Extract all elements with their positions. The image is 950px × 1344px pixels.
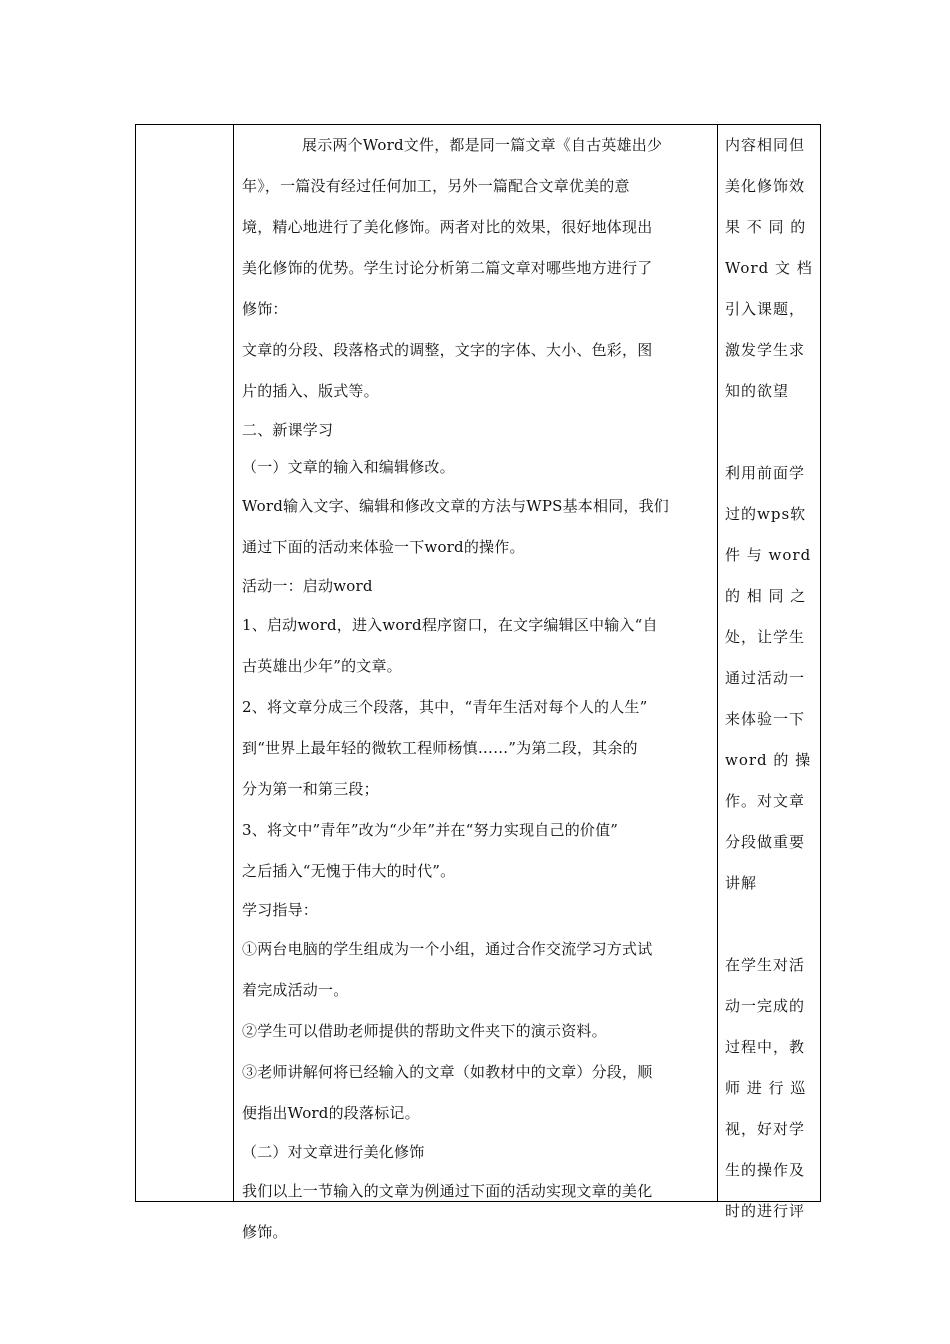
column-divider bbox=[717, 125, 718, 1201]
column-divider bbox=[233, 125, 234, 1201]
subsection-heading: （一）文章的输入和编辑修改。 bbox=[242, 458, 455, 476]
text-line: 古英雄出少年”的文章。 bbox=[242, 657, 402, 675]
side-line: 视，好对学 bbox=[725, 1120, 806, 1138]
side-line: 来体验一下 bbox=[725, 710, 806, 728]
side-line: 知的欲望 bbox=[725, 382, 790, 400]
activity-heading: 活动一：启动word bbox=[242, 577, 373, 595]
text-line: 2、将文章分成三个段落，其中，“青年生活对每个人的人生” bbox=[242, 698, 648, 716]
text-line: 修饰： bbox=[242, 300, 288, 318]
side-line: 激发学生求 bbox=[725, 341, 806, 359]
text-line: 到“世界上最年轻的微软工程师杨慎……”为第二段，其余的 bbox=[242, 739, 638, 757]
text-line: 着完成活动一。 bbox=[242, 981, 349, 999]
side-line: 在学生对活 bbox=[725, 956, 806, 974]
text-line: 文章的分段、段落格式的调整，文字的字体、大小、色彩，图 bbox=[242, 341, 653, 359]
text-line: 展示两个Word文件，都是同一篇文章《自古英雄出少 bbox=[302, 136, 663, 154]
text-line: 美化修饰的优势。学生讨论分析第二篇文章对哪些地方进行了 bbox=[242, 259, 653, 277]
text-line: 3、将文中”青年”改为“少年”并在“努力实现自己的价值” bbox=[242, 821, 619, 839]
spacer-line bbox=[725, 412, 815, 453]
text-line: 我们以上一节输入的文章为例通过下面的活动实现文章的美化 bbox=[242, 1182, 653, 1200]
text-line: ③老师讲解何将已经输入的文章（如教材中的文章）分段，顺 bbox=[242, 1063, 653, 1081]
text-line: 修饰。 bbox=[242, 1223, 288, 1241]
spacer-line bbox=[725, 904, 815, 945]
design-intent-cell bbox=[725, 125, 815, 1232]
text-line: 片的插入、版式等。 bbox=[242, 382, 379, 400]
text-line: ②学生可以借助老师提供的帮助文件夹下的演示资料。 bbox=[242, 1022, 607, 1040]
side-line: 件 与 word bbox=[725, 546, 812, 564]
side-line: 处，让学生 bbox=[725, 628, 806, 646]
text-line: 通过下面的活动来体验一下word的操作。 bbox=[242, 538, 525, 556]
side-line: 美化修饰效 bbox=[725, 177, 806, 195]
side-line: 过程中，教 bbox=[725, 1038, 806, 1056]
side-line: 果 不 同 的 bbox=[725, 218, 807, 236]
side-line: 内容相同但 bbox=[725, 136, 806, 154]
text-line: 分为第一和第三段； bbox=[242, 780, 379, 798]
subsection-heading: （二）对文章进行美化修饰 bbox=[242, 1143, 425, 1161]
side-line: 的 相 同 之 bbox=[725, 587, 807, 605]
text-line: 1、启动word，进入word程序窗口，在文字编辑区中输入“自 bbox=[242, 616, 658, 634]
side-line: Word 文 档 bbox=[725, 259, 813, 277]
side-line: 讲解 bbox=[725, 874, 758, 892]
text-line: 之后插入“无愧于伟大的时代”。 bbox=[242, 862, 456, 880]
side-line: 过的wps软 bbox=[725, 505, 807, 523]
lesson-table bbox=[135, 124, 821, 1241]
side-line: 利用前面学 bbox=[725, 464, 806, 482]
guidance-heading: 学习指导： bbox=[242, 901, 319, 919]
side-line: 时的进行评 bbox=[725, 1202, 806, 1220]
text-line: 境，精心地进行了美化修饰。两者对比的效果，很好地体现出 bbox=[242, 218, 653, 236]
side-line: 生的操作及 bbox=[725, 1161, 806, 1179]
side-line: 师 进 行 巡 bbox=[725, 1079, 807, 1097]
text-line: 年》，一篇没有经过任何加工，另外一篇配合文章优美的意 bbox=[242, 177, 630, 195]
side-line: 分段做重要 bbox=[725, 833, 806, 851]
section-heading: 二、新课学习 bbox=[242, 421, 334, 439]
side-line: 作。对文章 bbox=[725, 792, 806, 810]
text-line: ①两台电脑的学生组成为一个小组，通过合作交流学习方式试 bbox=[242, 940, 653, 958]
side-line: 通过活动一 bbox=[725, 669, 806, 687]
text-line: Word输入文字、编辑和修改文章的方法与WPS基本相同，我们 bbox=[242, 497, 669, 515]
side-line: word 的 操 bbox=[725, 751, 812, 769]
text-line: 便指出Word的段落标记。 bbox=[242, 1104, 420, 1122]
teaching-content-cell bbox=[242, 125, 714, 1253]
side-line: 动一完成的 bbox=[725, 997, 806, 1015]
side-line: 引入课题， bbox=[725, 300, 806, 318]
